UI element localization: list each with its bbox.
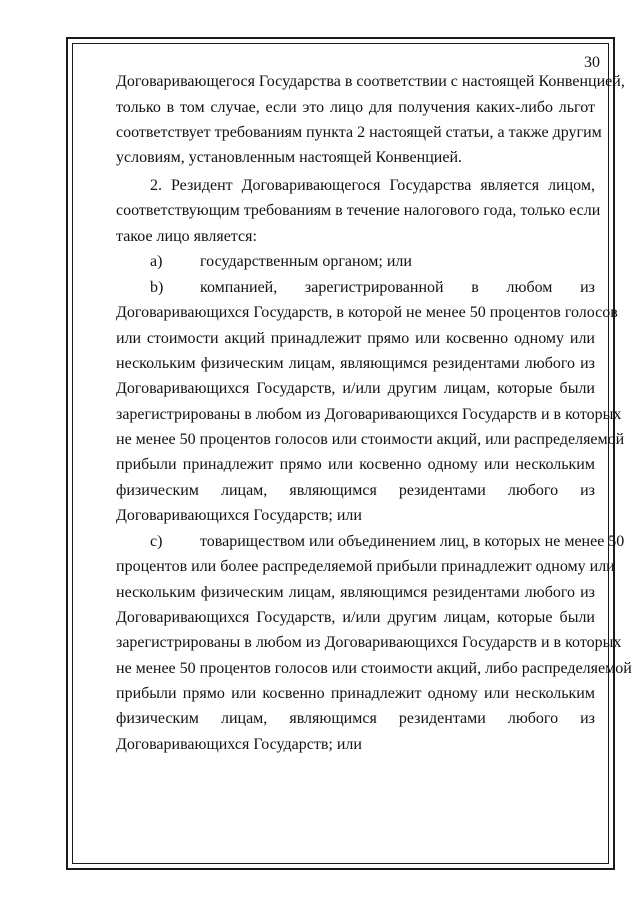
text-line: физическим лицам, являющимся резидентами любого из [116, 710, 595, 727]
text-line: условиям, установленным настоящей Конвенцией. [116, 149, 463, 166]
text-line: соответствует требованиям пункта 2 настоящей статьи, а также другим [116, 124, 602, 141]
text-line: зарегистрированы в любом из Договаривающихся Государств и в которых [116, 634, 622, 651]
text-line: прибыли принадлежит прямо или косвенно одному или нескольким [116, 456, 595, 473]
list-item-c [150, 529, 625, 554]
text-line: только в том случае, если это лицо для получения каких-либо льгот [116, 99, 595, 116]
text-line: или стоимости акций принадлежит прямо или косвенно одному или [116, 330, 595, 347]
text-line: Договаривающегося Государства в соответствии с настоящей Конвенцией, [116, 73, 625, 90]
list-marker-a: a) [150, 253, 163, 270]
text-line: прибыли прямо или косвенно принадлежит одному или нескольким [116, 685, 595, 702]
list-marker-c: c) [150, 533, 163, 550]
text-line: физическим лицам, являющимся резидентами любого из [116, 482, 595, 499]
list-item-c-text: товариществом или объединением лиц, в которых не менее 50 [200, 533, 625, 550]
text-line: соответствующим требованиям в течение налогового года, только если [116, 202, 601, 219]
text-line: зарегистрированы в любом из Договаривающихся Государств и в которых [116, 406, 622, 423]
text-line: нескольким физическим лицам, являющимся резидентами любого из [116, 355, 595, 372]
list-item-b [150, 275, 595, 300]
text-line: не менее 50 процентов голосов или стоимости акций, либо распределяемой [116, 660, 632, 677]
text-line: не менее 50 процентов голосов или стоимости акций, или распределяемой [116, 431, 625, 448]
list-item-b-text: компанией, зарегистрированной в любом из [200, 279, 595, 296]
text-line: Договаривающихся Государств; или [116, 507, 362, 524]
text-line: процентов или более распределяемой прибыли принадлежит одному или [116, 558, 615, 575]
list-item-a [150, 249, 595, 274]
list-marker-b: b) [150, 279, 164, 296]
text-line: Договаривающихся Государств; или [116, 736, 362, 753]
text-line: такое лицо является: [116, 228, 257, 245]
text-line: Договаривающихся Государств, и/или другим лицам, которые были [116, 609, 595, 626]
text-line: Договаривающихся Государств, в которой не менее 50 процентов голосов [116, 304, 618, 321]
text-line: нескольким физическим лицам, являющимся резидентами любого из [116, 584, 595, 601]
page-number: 30 [584, 54, 600, 71]
paragraph-2-first-line: 2. Резидент Договаривающегося Государства является лицом, [150, 177, 595, 194]
text-line: Договаривающихся Государств, и/или другим лицам, которые были [116, 380, 595, 397]
list-item-a-text: государственным органом; или [200, 253, 412, 270]
